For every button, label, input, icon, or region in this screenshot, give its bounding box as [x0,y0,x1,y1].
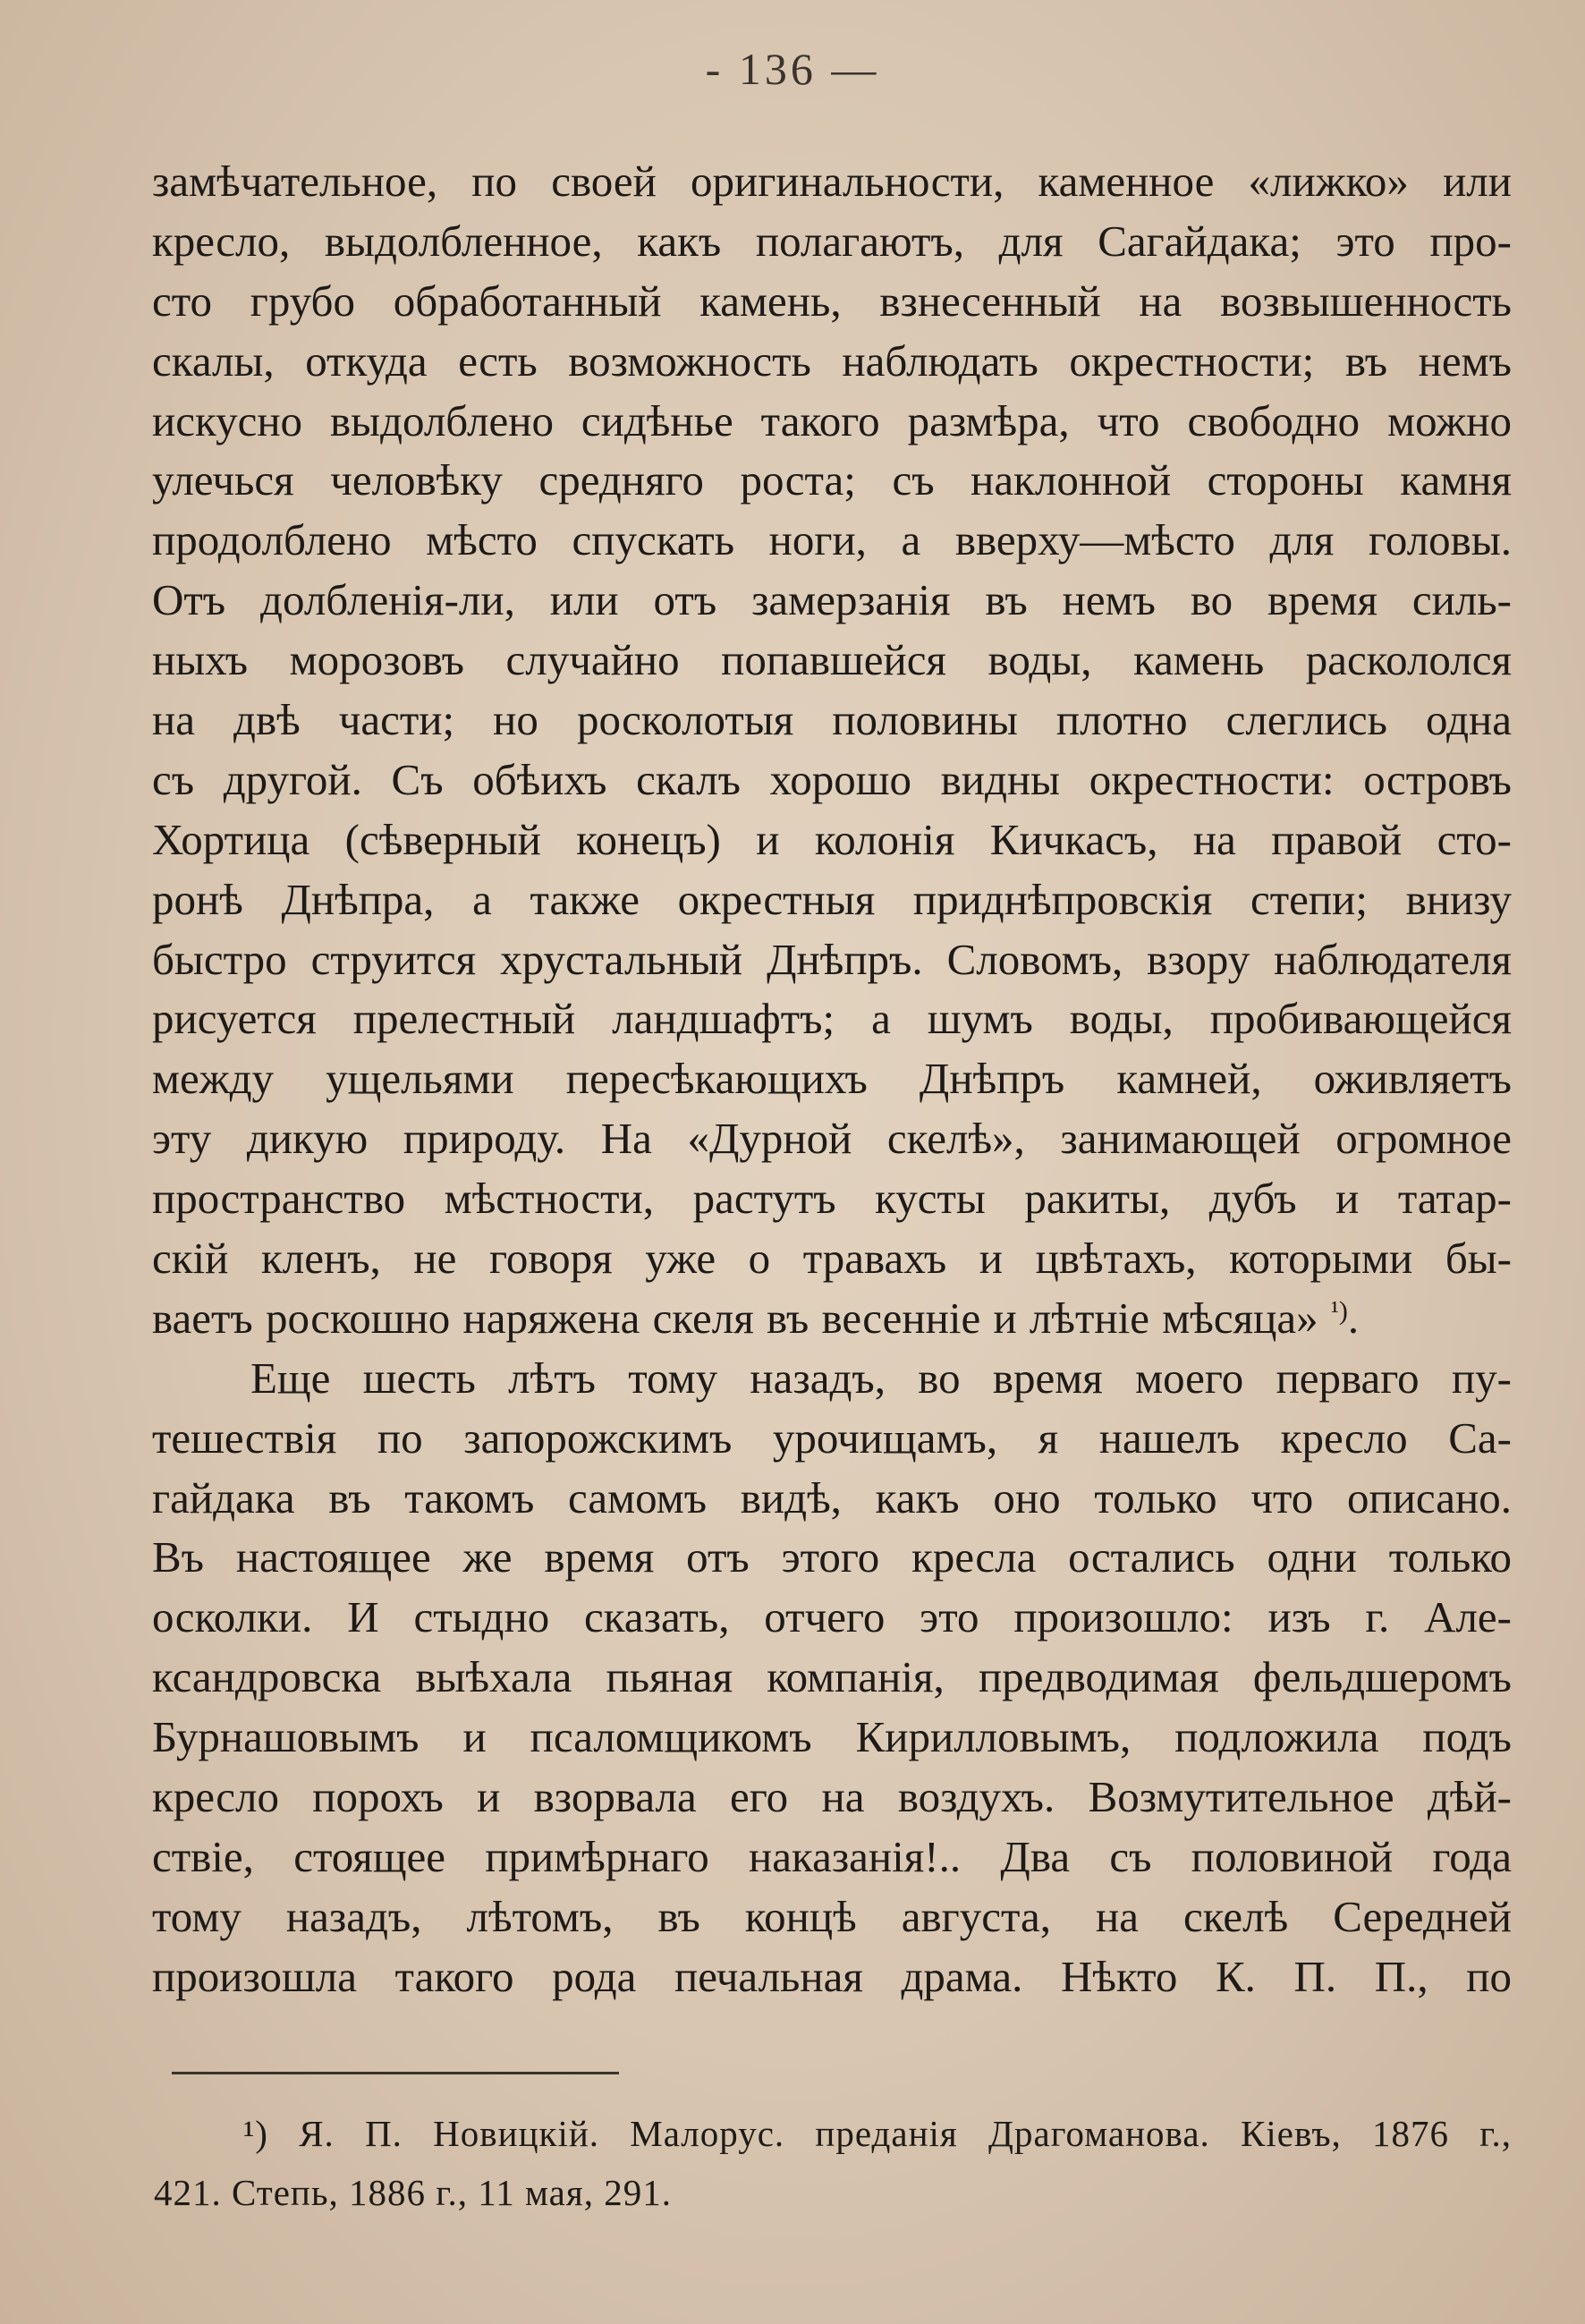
text-line: Бурнашовымъ и псаломщикомъ Кирилловымъ, подложила подъ [152,1712,1512,1762]
footnote-divider [172,2072,619,2074]
paragraph-first-line: Еще шесть лѣтъ тому назадъ, во время моего перваго пу- [250,1353,1512,1403]
text-line: ствіе, стоящее примѣрнаго наказанія!.. Два съ половиной года [152,1831,1512,1881]
footnotes [154,2104,1512,2222]
text-line: скалы, откуда есть возможность наблюдать окрестности; въ немъ [152,335,1512,386]
text-line: рисуется прелестный ландшафтъ; а шумъ воды, пробивающейся [152,994,1512,1044]
text-line: съ другой. Съ обѣихъ скалъ хорошо видны окрестности: островъ [152,754,1512,804]
text-line: ксандровска выѣхала пьяная компанія, предводимая фельдшеромъ [152,1652,1512,1702]
text-line-with-footnote [152,1289,1512,1349]
text-line: Отъ долбленія-ли, или отъ замерзанія въ немъ во время силь- [152,575,1512,625]
text-line: кресло, выдолбленное, какъ полагаютъ, для Сагайдака; это про- [152,216,1512,266]
text-line: произошла такого рода печальная драма. Нѣкто К. П. П., по [152,1951,1512,2001]
text-line: улечься человѣку средняго роста; съ наклонной стороны камня [152,455,1512,505]
text-line-content: ваетъ роскошно наряжена скеля въ весенніе и лѣтніе мѣсяца» [152,1293,1318,1343]
text-line: быстро струится хрустальный Днѣпръ. Словомъ, взору наблюдателя [152,934,1512,984]
text-line: пространство мѣстности, растутъ кусты ракиты, дубъ и татар- [152,1174,1512,1224]
text-line: гайдака въ такомъ самомъ видѣ, какъ оно только что описано. [152,1472,1512,1522]
footnote-reference: ¹) [1330,1295,1348,1326]
text-line: тешествія по запорожскимъ урочищамъ, я нашелъ кресло Са- [152,1412,1512,1463]
text-line: ронѣ Днѣпра, а также окрестныя приднѣпровскія степи; внизу [152,874,1512,924]
text-line: сто грубо обработанный камень, взнесенный на возвышенность [152,276,1512,326]
text-line: осколки. И стыдно сказать, отчего это произошло: изъ г. Але- [152,1592,1512,1642]
text-line: скій кленъ, не говоря уже о травахъ и цвѣтахъ, которыми бы- [152,1234,1512,1284]
text-line: тому назадъ, лѣтомъ, въ концѣ августа, на скелѣ Середней [152,1891,1512,1941]
text-line: замѣчательное, по своей оригинальности, каменное «лижко» или [152,157,1512,206]
text-line: между ущельями пересѣкающихъ Днѣпръ камней, оживляетъ [152,1054,1512,1104]
text-line: Въ настоящее же время отъ этого кресла остались одни только [152,1532,1512,1582]
body-text [152,152,1512,2007]
page-number: - 136 — [705,44,880,94]
text-line: кресло порохъ и взорвала его на воздухъ. Возмутительное дѣй- [152,1772,1512,1822]
footnote-line: ¹) Я. П. Новицкій. Малорус. преданія Драгоманова. Кіевъ, 1876 г., [243,2113,1512,2154]
sentence-end: . [1347,1293,1360,1343]
footnote-line: 421. Степь, 1886 г., 11 мая, 291. [154,2172,672,2213]
text-line: на двѣ части; но росколотыя половины плотно слеглись одна [152,695,1512,745]
text-line: продолблено мѣсто спускать ноги, а вверху—мѣсто для головы. [152,515,1512,565]
text-line: Хортица (сѣверный конецъ) и колонія Кичкасъ, на правой сто- [152,814,1512,864]
text-line: искусно выдолблено сидѣнье такого размѣра, что свободно можно [152,395,1512,445]
text-line: эту дикую природу. На «Дурной скелѣ», занимающей огромное [152,1114,1512,1164]
text-line: ныхъ морозовъ случайно попавшейся воды, камень раскололся [152,635,1512,685]
